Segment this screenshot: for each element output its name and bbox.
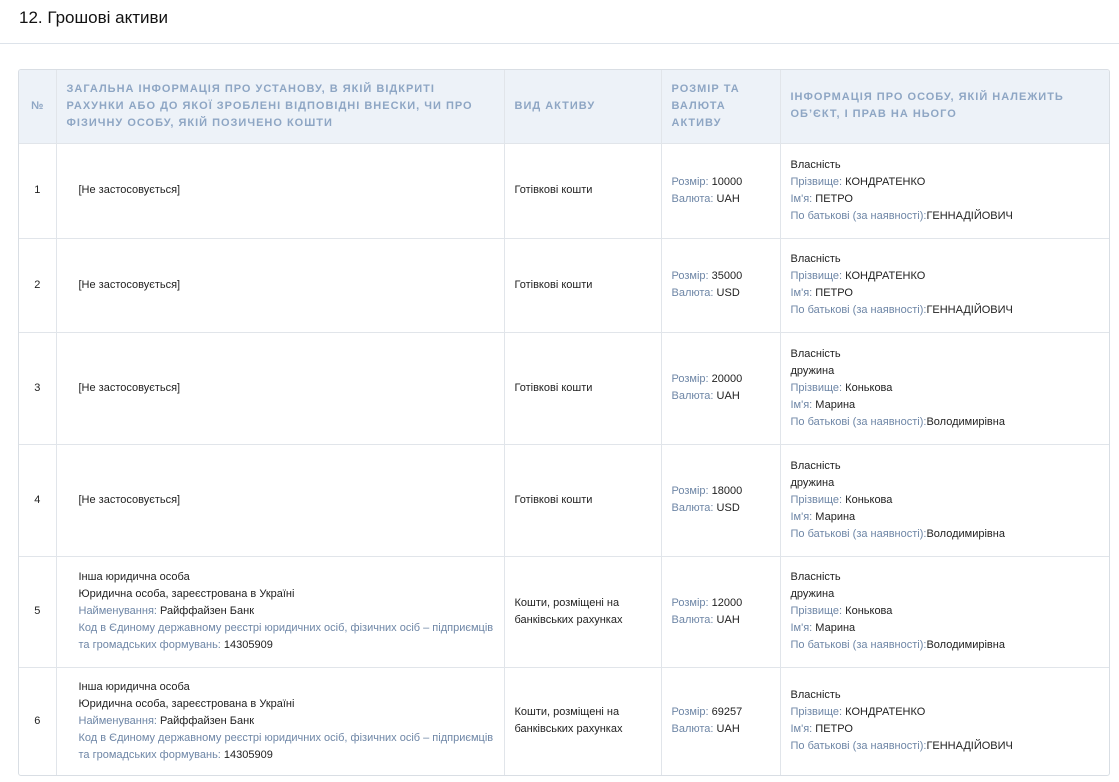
not-applicable-text: [Не застосовується] — [78, 381, 181, 394]
patronymic-value: Володимирівна — [926, 639, 1005, 651]
institution-cell — [56, 667, 504, 775]
patronymic-value: ГЕННАДІЙОВИЧ — [926, 209, 1013, 222]
relation: дружина — [790, 588, 835, 600]
row-number: 2 — [19, 238, 56, 332]
row-number: 1 — [19, 143, 56, 238]
surname-label: Прізвище: — [790, 175, 843, 188]
institution-kind: Інша юридична особа — [78, 571, 190, 583]
institution-registered: Юридична особа, зареєстрована в Україні — [78, 697, 295, 710]
patronymic-value: Володимирівна — [926, 415, 1005, 428]
row-number: 6 — [19, 667, 56, 775]
org-name-value: Райффайзен Банк — [160, 605, 255, 617]
size-value: 12000 — [711, 596, 743, 609]
surname-value: КОНДРАТЕНКО — [845, 706, 926, 719]
surname-label: Прізвище: — [790, 706, 843, 719]
institution-kind: Інша юридична особа — [78, 680, 190, 693]
row-number: 4 — [19, 444, 56, 556]
org-name-label: Найменування: — [78, 605, 157, 617]
row-number: 5 — [19, 556, 56, 667]
table-header-row — [19, 70, 1110, 143]
asset-type: Готівкові кошти — [504, 332, 661, 444]
currency-label: Валюта: — [671, 390, 714, 402]
size-currency-cell — [661, 667, 780, 775]
institution-cell — [56, 556, 504, 667]
surname-value: КОНДРАТЕНКО — [845, 175, 926, 188]
name-value: Марина — [815, 510, 856, 523]
table-row — [19, 238, 1110, 332]
patronymic-label: По батькові (за наявності): — [790, 415, 927, 428]
currency-value: UAH — [716, 613, 740, 626]
owner-cell — [780, 667, 1110, 775]
owner-cell — [780, 444, 1110, 556]
ownership-right: Власність — [790, 347, 841, 360]
patronymic-label: По батькові (за наявності): — [790, 639, 927, 651]
name-value: ПЕТРО — [815, 723, 853, 736]
size-currency-cell — [661, 332, 780, 444]
name-value: ПЕТРО — [815, 287, 853, 299]
currency-value: UAH — [716, 723, 740, 736]
surname-label: Прізвище: — [790, 493, 843, 506]
size-label: Розмір: — [671, 373, 709, 385]
surname-value: КОНДРАТЕНКО — [845, 270, 926, 282]
ownership-right: Власність — [790, 158, 841, 171]
name-label: Ім'я: — [790, 192, 813, 205]
owner-cell — [780, 238, 1110, 332]
org-name-value: Райффайзен Банк — [160, 714, 255, 727]
currency-value: UAH — [716, 192, 740, 205]
patronymic-value: Володимирівна — [926, 527, 1005, 540]
table-row — [19, 332, 1110, 444]
table-row — [19, 556, 1110, 667]
size-currency-cell — [661, 143, 780, 238]
size-label: Розмір: — [671, 485, 709, 497]
institution-cell — [56, 238, 504, 332]
currency-label: Валюта: — [671, 287, 714, 299]
org-name-label: Найменування: — [78, 714, 157, 727]
patronymic-label: По батькові (за наявності): — [790, 527, 927, 540]
header-owner: ІНФОРМАЦІЯ ПРО ОСОБУ, ЯКІЙ НАЛЕЖИТЬ ОБ’ЄКТ, І ПРАВ НА НЬОГО — [780, 70, 1110, 143]
owner-cell — [780, 143, 1110, 238]
institution-cell — [56, 444, 504, 556]
name-label: Ім'я: — [790, 723, 813, 736]
name-label: Ім'я: — [790, 510, 813, 523]
size-label: Розмір: — [671, 175, 709, 188]
patronymic-value: ГЕННАДІЙОВИЧ — [926, 304, 1013, 316]
size-currency-cell — [661, 556, 780, 667]
owner-cell — [780, 332, 1110, 444]
currency-label: Валюта: — [671, 192, 714, 205]
name-label: Ім'я: — [790, 398, 813, 411]
size-currency-cell — [661, 444, 780, 556]
currency-label: Валюта: — [671, 613, 714, 626]
institution-cell — [56, 332, 504, 444]
name-value: ПЕТРО — [815, 192, 853, 205]
not-applicable-text: [Не застосовується] — [78, 493, 181, 506]
table-row — [19, 143, 1110, 238]
institution-registered: Юридична особа, зареєстрована в Україні — [78, 588, 295, 600]
relation: дружина — [790, 364, 835, 377]
header-institution: ЗАГАЛЬНА ІНФОРМАЦІЯ ПРО УСТАНОВУ, В ЯКІЙ ВІДКРИТІ РАХУНКИ АБО ДО ЯКОЇ ЗРОБЛЕНІ ВІДПОВІДНІ ВНЕСКИ, ЧИ ПРО ФІЗИЧНУ ОСОБУ, ЯКІЙ ПОЗИЧЕНО КОШТИ — [56, 70, 504, 143]
asset-type: Готівкові кошти — [504, 444, 661, 556]
header-size-currency: РОЗМІР ТА ВАЛЮТА АКТИВУ — [661, 70, 780, 143]
org-code-label: Код в Єдиному державному реєстрі юридичних осіб, фізичних осіб – підприємців та громадських формувань: — [78, 622, 494, 651]
header-asset-type: ВИД АКТИВУ — [504, 70, 661, 143]
title-divider — [0, 43, 1119, 44]
not-applicable-text: [Не застосовується] — [78, 278, 181, 291]
asset-type: Готівкові кошти — [504, 143, 661, 238]
size-value: 18000 — [711, 485, 743, 497]
size-label: Розмір: — [671, 270, 709, 282]
patronymic-label: По батькові (за наявності): — [790, 304, 927, 316]
size-currency-cell — [661, 238, 780, 332]
monetary-assets-table — [18, 69, 1110, 776]
org-code-label: Код в Єдиному державному реєстрі юридичних осіб, фізичних осіб – підприємців та громадських формувань: — [78, 731, 494, 761]
currency-label: Валюта: — [671, 723, 714, 736]
org-code-value: 14305909 — [223, 639, 273, 651]
size-value: 20000 — [711, 373, 743, 385]
org-code-value: 14305909 — [223, 748, 273, 761]
name-value: Марина — [815, 622, 856, 634]
surname-label: Прізвище: — [790, 270, 843, 282]
ownership-right: Власність — [790, 689, 841, 702]
ownership-right: Власність — [790, 253, 841, 265]
asset-type: Готівкові кошти — [504, 238, 661, 332]
relation: дружина — [790, 476, 835, 489]
size-label: Розмір: — [671, 596, 709, 609]
ownership-right: Власність — [790, 571, 841, 583]
institution-cell — [56, 143, 504, 238]
size-label: Розмір: — [671, 706, 709, 719]
name-value: Марина — [815, 398, 856, 411]
name-label: Ім'я: — [790, 622, 813, 634]
patronymic-label: По батькові (за наявності): — [790, 740, 927, 753]
size-value: 35000 — [711, 270, 743, 282]
surname-label: Прізвище: — [790, 605, 843, 617]
asset-type: Кошти, розміщені на банківських рахунках — [504, 667, 661, 775]
surname-value: Конькова — [845, 493, 893, 506]
not-applicable-text: [Не застосовується] — [78, 184, 181, 196]
row-number: 3 — [19, 332, 56, 444]
currency-value: USD — [716, 287, 740, 299]
currency-value: UAH — [716, 390, 740, 402]
owner-cell — [780, 556, 1110, 667]
surname-label: Прізвище: — [790, 381, 843, 394]
header-num: № — [19, 70, 56, 143]
section-title: 12. Грошові активи — [19, 8, 169, 27]
surname-value: Конькова — [845, 381, 893, 394]
currency-value: USD — [716, 502, 740, 514]
surname-value: Конькова — [845, 605, 893, 617]
patronymic-value: ГЕННАДІЙОВИЧ — [926, 740, 1013, 753]
currency-label: Валюта: — [671, 502, 714, 514]
size-value: 10000 — [711, 175, 743, 188]
patronymic-label: По батькові (за наявності): — [790, 209, 927, 222]
name-label: Ім'я: — [790, 287, 813, 299]
table-row — [19, 444, 1110, 556]
asset-type: Кошти, розміщені на банківських рахунках — [504, 556, 661, 667]
size-value: 69257 — [711, 706, 743, 719]
ownership-right: Власність — [790, 459, 841, 472]
table-row — [19, 667, 1110, 775]
